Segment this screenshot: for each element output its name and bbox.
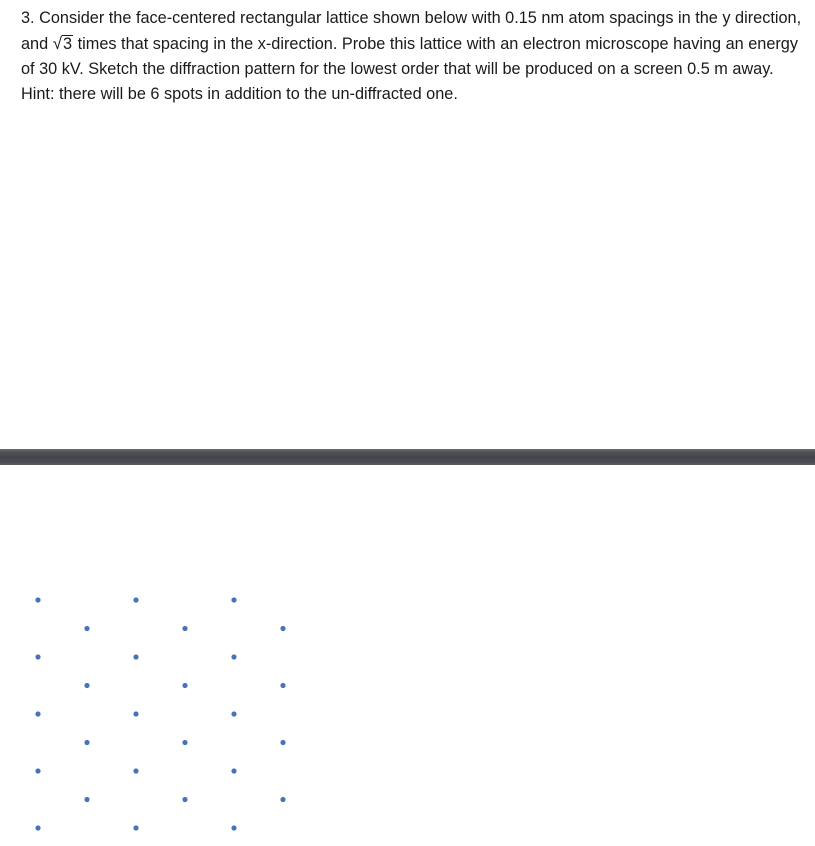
lattice-atom-center <box>280 626 285 631</box>
lattice-atom-center <box>84 626 89 631</box>
lattice-atom-center <box>280 740 285 745</box>
lattice-atom-corner <box>35 654 40 659</box>
lattice-atom-corner <box>35 711 40 716</box>
lattice-svg <box>0 580 320 846</box>
lattice-figure <box>0 580 320 846</box>
problem-tail-text: times that spacing in the x-direction. Probe this lattice with an electron microscope having an energy of 30 kV. Sketch the diffraction pattern for the lowest order that will be produced on a screen 0.5 m away. Hint: there will be 6 spots in addition to the un-diffracted one. <box>21 35 798 103</box>
lattice-atom-corner <box>133 768 138 773</box>
lattice-atom-corner <box>133 825 138 830</box>
lattice-atom-corner <box>231 597 236 602</box>
lattice-atom-corner <box>231 654 236 659</box>
sqrt-radicand: 3 <box>63 35 73 53</box>
lattice-atom-corner <box>133 597 138 602</box>
sqrt-three <box>53 31 73 57</box>
lattice-atom-center <box>84 683 89 688</box>
lattice-atom-corner <box>231 825 236 830</box>
lattice-atom-center <box>84 740 89 745</box>
lattice-atom-corner <box>35 768 40 773</box>
lattice-atom-corner <box>231 768 236 773</box>
lattice-atom-center <box>84 797 89 802</box>
lattice-atom-center <box>182 683 187 688</box>
section-divider-bar <box>0 449 815 465</box>
lattice-atom-corner <box>35 597 40 602</box>
lattice-atom-center <box>280 797 285 802</box>
problem-lead-text: 3. Consider the face-centered rectangular lattice shown below with 0.15 nm atom spacings in the y direction, and <box>21 9 802 53</box>
problem-statement <box>21 6 811 107</box>
lattice-atom-corner <box>231 711 236 716</box>
lattice-atom-corner <box>133 711 138 716</box>
lattice-atom-center <box>182 740 187 745</box>
lattice-atom-center <box>182 626 187 631</box>
lattice-atom-corner <box>133 654 138 659</box>
lattice-atom-center <box>280 683 285 688</box>
radical-sign: √ <box>52 34 63 53</box>
lattice-atom-center <box>182 797 187 802</box>
lattice-atom-corner <box>35 825 40 830</box>
